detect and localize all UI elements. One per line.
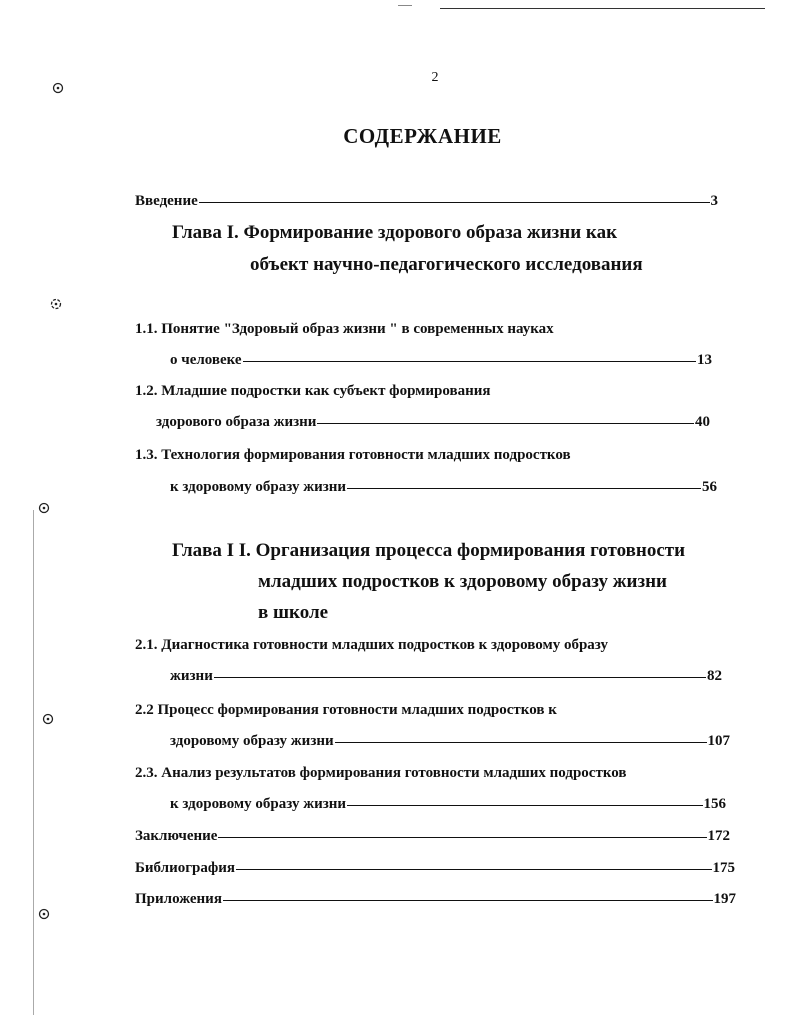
- punch-hole-icon: [52, 82, 64, 94]
- toc-entry-conclusion[interactable]: [135, 828, 730, 845]
- toc-section-2-1-line[interactable]: [170, 668, 722, 685]
- toc-section-1-1[interactable]: 1.1. Понятие "Здоровый образ жизни " в современных науках: [135, 321, 554, 337]
- leader-line: [223, 900, 713, 901]
- chapter-2-heading-cont2: в школе: [258, 602, 329, 623]
- toc-section-1-1-line[interactable]: [170, 352, 712, 369]
- punch-hole-icon: [42, 713, 54, 725]
- toc-entry-label: Заключение: [135, 828, 218, 844]
- leader-line: [243, 361, 696, 362]
- toc-entry-label: к здоровому образу жизни: [170, 479, 347, 495]
- punch-hole-icon: [38, 908, 50, 920]
- chapter-1-heading-cont: объект научно-педагогического исследования: [250, 254, 643, 275]
- scan-margin-line: [33, 510, 34, 1015]
- toc-page-number: 156: [703, 796, 726, 812]
- toc-page-number: 13: [697, 352, 712, 368]
- toc-entry-label: о человеке: [170, 352, 242, 368]
- page-title: СОДЕРЖАНИЕ: [343, 124, 502, 148]
- toc-section-1-2[interactable]: 1.2. Младшие подростки как субъект формирования: [135, 383, 491, 399]
- toc-section-1-3-line[interactable]: [170, 479, 717, 496]
- toc-entry-label: к здоровому образу жизни: [170, 796, 347, 812]
- toc-page-number: 82: [707, 668, 722, 684]
- page-number: 2: [431, 70, 439, 85]
- toc-page-number: 3: [710, 193, 718, 209]
- toc-page-number: 107: [707, 733, 730, 749]
- chapter-2-heading: Глава I I. Организация процесса формирования готовности: [172, 540, 686, 561]
- toc-page-number: 172: [707, 828, 730, 844]
- toc-section-2-3[interactable]: 2.3. Анализ результатов формирования готовности младших подростков: [135, 765, 627, 781]
- toc-entry-intro[interactable]: [135, 193, 718, 210]
- leader-line: [236, 869, 711, 870]
- toc-section-2-3-line[interactable]: [170, 796, 726, 813]
- leader-line: [199, 202, 710, 203]
- toc-section-1-3[interactable]: 1.3. Технология формирования готовности младших подростков: [135, 447, 571, 463]
- toc-section-2-2-line[interactable]: [170, 733, 730, 750]
- toc-entry-label: Введение: [135, 193, 198, 209]
- toc-entry-label: Библиография: [135, 860, 236, 876]
- leader-line: [214, 677, 706, 678]
- toc-entry-bibliography[interactable]: [135, 860, 735, 877]
- toc-page-number: 197: [713, 891, 736, 907]
- scan-edge-mark: [398, 5, 412, 6]
- chapter-1-heading: Глава I. Формирование здорового образа жизни как: [172, 222, 618, 243]
- toc-section-2-2[interactable]: 2.2 Процесс формирования готовности младших подростков к: [135, 702, 557, 718]
- leader-line: [218, 837, 706, 838]
- toc-page-number: 40: [695, 414, 710, 430]
- leader-line: [317, 423, 694, 424]
- chapter-2-heading-cont: младших подростков к здоровому образу жизни: [258, 571, 667, 592]
- leader-line: [347, 488, 701, 489]
- punch-hole-icon: [38, 502, 50, 514]
- toc-page-number: 175: [712, 860, 735, 876]
- toc-section-2-1[interactable]: 2.1. Диагностика готовности младших подростков к здоровому образу: [135, 637, 609, 653]
- toc-entry-label: Приложения: [135, 891, 222, 907]
- toc-entry-label: жизни: [170, 668, 213, 684]
- scan-edge-line: [440, 8, 765, 9]
- toc-page-number: 56: [702, 479, 717, 495]
- toc-entry-appendices[interactable]: [135, 891, 736, 908]
- punch-hole-icon: [50, 298, 62, 310]
- toc-entry-label: здоровому образу жизни: [170, 733, 334, 749]
- leader-line: [347, 805, 702, 806]
- toc-section-1-2-line[interactable]: [156, 414, 710, 431]
- toc-entry-label: здорового образа жизни: [156, 414, 317, 430]
- leader-line: [335, 742, 707, 743]
